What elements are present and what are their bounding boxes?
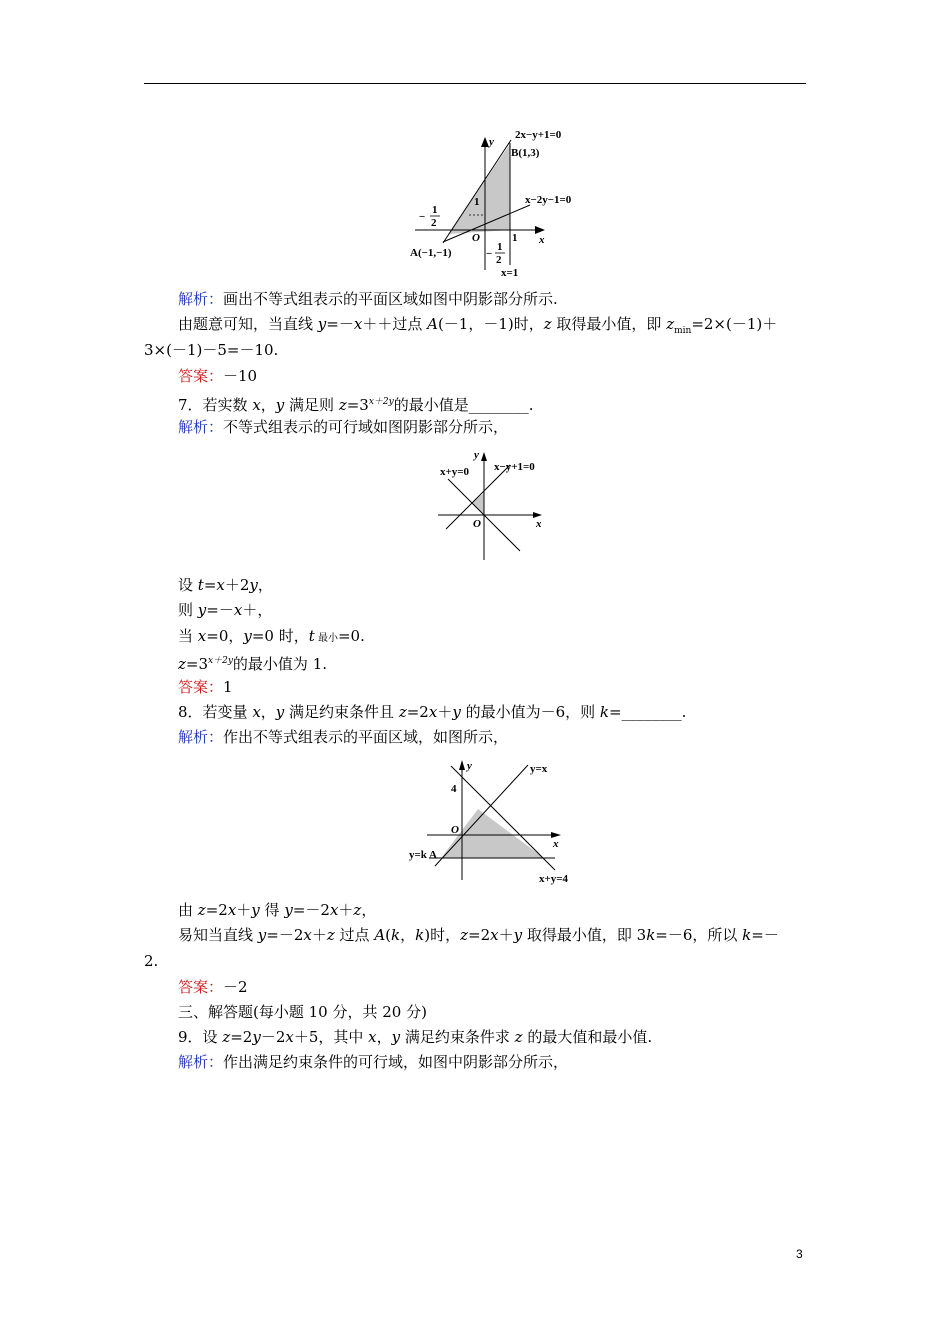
fig1-origin: O [472,232,480,244]
fig1-x1-label: x=1 [501,267,519,279]
q8-explanation: 解析：作出不等式组表示的平面区域，如图所示， [178,728,509,746]
fig1-line1-label: 2x−y+1=0 [515,129,562,141]
header-rule [144,83,806,84]
x-arrow [535,226,545,234]
fig2-y-label: y [474,449,479,461]
fig3-xy4-label: x+y=4 [539,873,569,885]
fig3-y-label: y [467,760,472,772]
q6-line2: 由题意可知，当直线 y=－x＋＋过点 A(－1，－1)时，z 取得最小值，即 $z_{min}=2\times(-1)+$ [178,315,778,336]
fig1-one-x: 1 [512,232,518,244]
fig1-one-y: 1 [474,196,480,208]
fig3-ykA-label: y=k A [409,849,437,861]
fig3-origin: O [451,824,459,836]
figure-1-feasible-region [405,125,595,280]
fig1-point-a-label: A(−1,−1) [410,247,452,259]
fig1-y-label: y [489,136,494,148]
q6-line3: 3×(－1)－5=－10. [144,341,279,359]
explanation-label: 解析： [178,728,224,746]
q7-answer: 答案：1 [178,678,233,696]
q8-step1: 由 z=2x＋y 得 y=－2x＋z， [178,901,377,919]
q7-step2: 则 y=－x＋， [178,601,273,619]
fig2-origin: O [473,518,481,530]
answer-label: 答案： [178,978,224,996]
fig2-line2-label: x+y=0 [440,466,470,478]
fig1-half-den: 2 [431,217,437,229]
fig1-halfb-num: 1 [497,241,503,253]
fig3-x-label: x [553,838,559,850]
explanation-label: 解析： [178,1053,224,1071]
answer-label: 答案： [178,678,224,696]
explanation-label: 解析： [178,418,224,436]
q7-question: 7．若实数 x，y 满足则 $z=3^{x+2y}$的最小值是________. [178,396,534,414]
q7-step1: 设 t=x＋2y， [178,576,273,594]
q7-explanation: 解析：不等式组表示的可行域如图阴影部分所示， [178,418,509,436]
fig3-yx-label: y=x [530,763,548,775]
fig1-point-b-label: B(1,3) [511,147,540,159]
page-number: 3 [796,1247,803,1261]
fig1-halfb-den: 2 [496,254,502,266]
y-arrow [481,137,489,147]
q9-explanation: 解析：作出满足约束条件的可行域，如图中阴影部分所示， [178,1053,569,1071]
fig3-four: 4 [451,783,457,795]
explanation-label: 解析： [178,290,224,308]
fig1-neg-sign: − [419,211,426,223]
answer-label: 答案： [178,367,224,385]
q8-step3: 2. [144,952,159,970]
y-arrow [459,760,465,770]
fig1-half-num: 1 [432,204,438,216]
fig1-negb-sign: − [486,248,493,260]
q9-question: 9．设 z=2y－2x＋5，其中 x，y 满足约束条件求 z 的最大值和最小值. [178,1028,653,1046]
q7-step4: $z=3^{x+2y}$的最小值为 1. [178,655,328,673]
q6-answer: 答案：－10 [178,367,258,385]
q8-step2: 易知当直线 y=－2x＋z 过点 A(k，k)时，z=2x＋y 取得最小值，即 3k=－6，所以 k=－ [178,926,779,944]
fig2-x-label: x [536,518,542,530]
q8-answer: 答案：－2 [178,978,248,996]
q8-question: 8．若变量 x，y 满足约束条件且 z=2x＋y 的最小值为－6，则 k=________. [178,703,687,721]
q6-explanation: 解析：画出不等式组表示的平面区域如图中阴影部分所示. [178,290,558,308]
q7-step3: 当 x=0，y=0 时，t 最小=0. [178,627,365,645]
fig1-line2-label: x−2y−1=0 [525,194,572,206]
figure-3-feasible-region [405,756,585,888]
fig2-line1-label: x−y+1=0 [494,461,535,473]
y-arrow [481,452,487,461]
figure-2-feasible-region [432,448,552,566]
fig1-x-label: x [539,234,545,246]
section-3-heading: 三、解答题(每小题 10 分，共 20 分) [178,1003,427,1021]
